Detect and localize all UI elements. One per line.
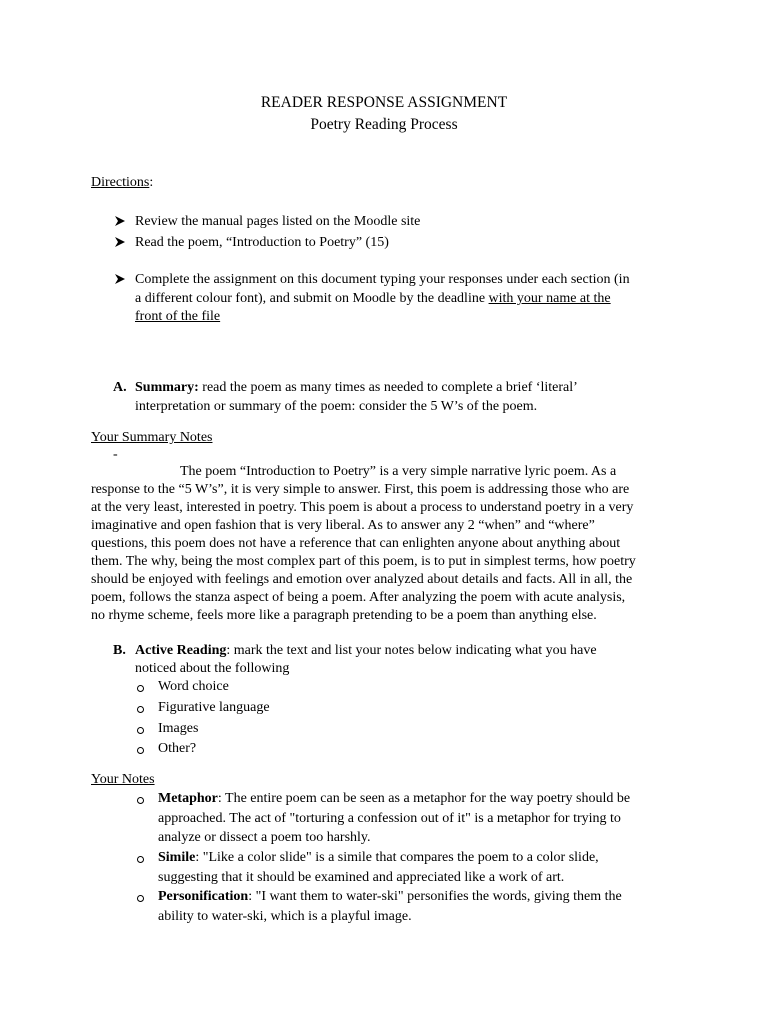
your-notes-label: Your Notes <box>91 772 155 787</box>
note-simile-line-1 <box>158 849 599 868</box>
arrow-bullet-icon <box>114 273 126 285</box>
note-metaphor-line-1 <box>158 790 630 809</box>
arrow-bullet-icon <box>114 236 126 248</box>
document-subtitle: Poetry Reading Process <box>310 116 458 133</box>
summary-line-4: imaginative and open fashion that is very liberal. As to answer any 2 “when” and “where” <box>91 518 595 533</box>
note-simile-text: : "Like a color slide" is a simile that compares the poem to a color slide, <box>195 850 599 865</box>
directions-bullet-2: Read the poem, “Introduction to Poetry” (15) <box>135 235 389 250</box>
summary-line-3: at the very least, interested in poetry. This poem is about a process to understand poetry in a very <box>91 500 634 515</box>
summary-line-6: them. The why, being the most complex part of this poem, is to put in simplest terms, how poetry <box>91 554 636 569</box>
section-b-line-2: noticed about the following <box>135 661 290 676</box>
summary-line-7: should be enjoyed with feelings and emotion over analyzed about details and facts. All in all, the <box>91 572 633 587</box>
circle-bullet-icon <box>137 706 144 713</box>
list-item-other: Other? <box>158 741 197 756</box>
directions-label: Directions <box>91 175 150 190</box>
summary-line-8: poem, follows the stanza aspect of being a poem. After analyzing the poem with acute analysis, <box>91 590 626 605</box>
list-item-word-choice: Word choice <box>158 679 229 694</box>
note-personification-line-1 <box>158 888 622 907</box>
bullet-3-underlined-text: with your name at the <box>488 291 611 306</box>
directions-bullet-3-line-1: Complete the assignment on this document typing your responses under each section (in <box>135 272 630 287</box>
circle-bullet-icon <box>137 685 144 692</box>
note-simile-line-2: suggesting that it should be examined and appreciated like a work of art. <box>158 870 565 885</box>
arrow-bullet-icon <box>114 215 126 227</box>
section-a-text: read the poem as many times as needed to complete a brief ‘literal’ <box>198 380 578 395</box>
section-b-heading: Active Reading <box>135 643 227 658</box>
summary-line-5: questions, this poem does not have a reference that can enlighten anyone about anything about <box>91 536 621 551</box>
note-metaphor-line-3: analyze or dissect a poem too harshly. <box>158 830 371 845</box>
section-a-line-2: interpretation or summary of the poem: consider the 5 W’s of the poem. <box>135 399 538 414</box>
section-b-line-1 <box>135 642 597 661</box>
summary-line-9: no rhyme scheme, feels more like a paragraph pretending to be a poem than anything else. <box>91 608 597 623</box>
circle-bullet-icon <box>137 895 144 902</box>
list-item-images: Images <box>158 721 199 736</box>
directions-bullet-1: Review the manual pages listed on the Moodle site <box>135 214 421 229</box>
section-b-text: : mark the text and list your notes below indicating what you have <box>226 643 597 658</box>
section-a-letter: A. <box>113 380 127 395</box>
circle-bullet-icon <box>137 856 144 863</box>
circle-bullet-icon <box>137 797 144 804</box>
directions-bullet-3-line-2 <box>135 290 611 309</box>
note-personification-text: : "I want them to water-ski" personifies the words, giving them the <box>248 889 622 904</box>
summary-line-1: The poem “Introduction to Poetry” is a very simple narrative lyric poem. As a <box>180 464 617 479</box>
note-metaphor-line-2: approached. The act of "torturing a confession out of it" is a metaphor for trying to <box>158 811 621 826</box>
document-title: READER RESPONSE ASSIGNMENT <box>260 94 508 111</box>
directions-bullet-3-line-3: front of the file <box>135 309 221 324</box>
section-a-heading: Summary: <box>135 380 199 395</box>
summary-line-2: response to the “5 W’s”, it is very simple to answer. First, this poem is addressing those who are <box>91 482 630 497</box>
circle-bullet-icon <box>137 747 144 754</box>
section-b-letter: B. <box>113 643 126 658</box>
note-personification-line-2: ability to water-ski, which is a playful image. <box>158 909 412 924</box>
section-a-line-1 <box>135 379 578 398</box>
note-personification-term: Personification <box>158 889 249 904</box>
bullet-3-text: a different colour font), and submit on Moodle by the deadline <box>135 291 489 306</box>
summary-notes-label: Your Summary Notes <box>91 430 213 445</box>
note-metaphor-text: : The entire poem can be seen as a metaphor for the way poetry should be <box>217 791 631 806</box>
list-item-figurative-language: Figurative language <box>158 700 270 715</box>
dash-marker: - <box>113 447 118 462</box>
directions-heading <box>91 174 153 193</box>
note-metaphor-term: Metaphor <box>158 791 218 806</box>
note-simile-term: Simile <box>158 850 196 865</box>
circle-bullet-icon <box>137 727 144 734</box>
directions-colon: : <box>149 175 154 190</box>
